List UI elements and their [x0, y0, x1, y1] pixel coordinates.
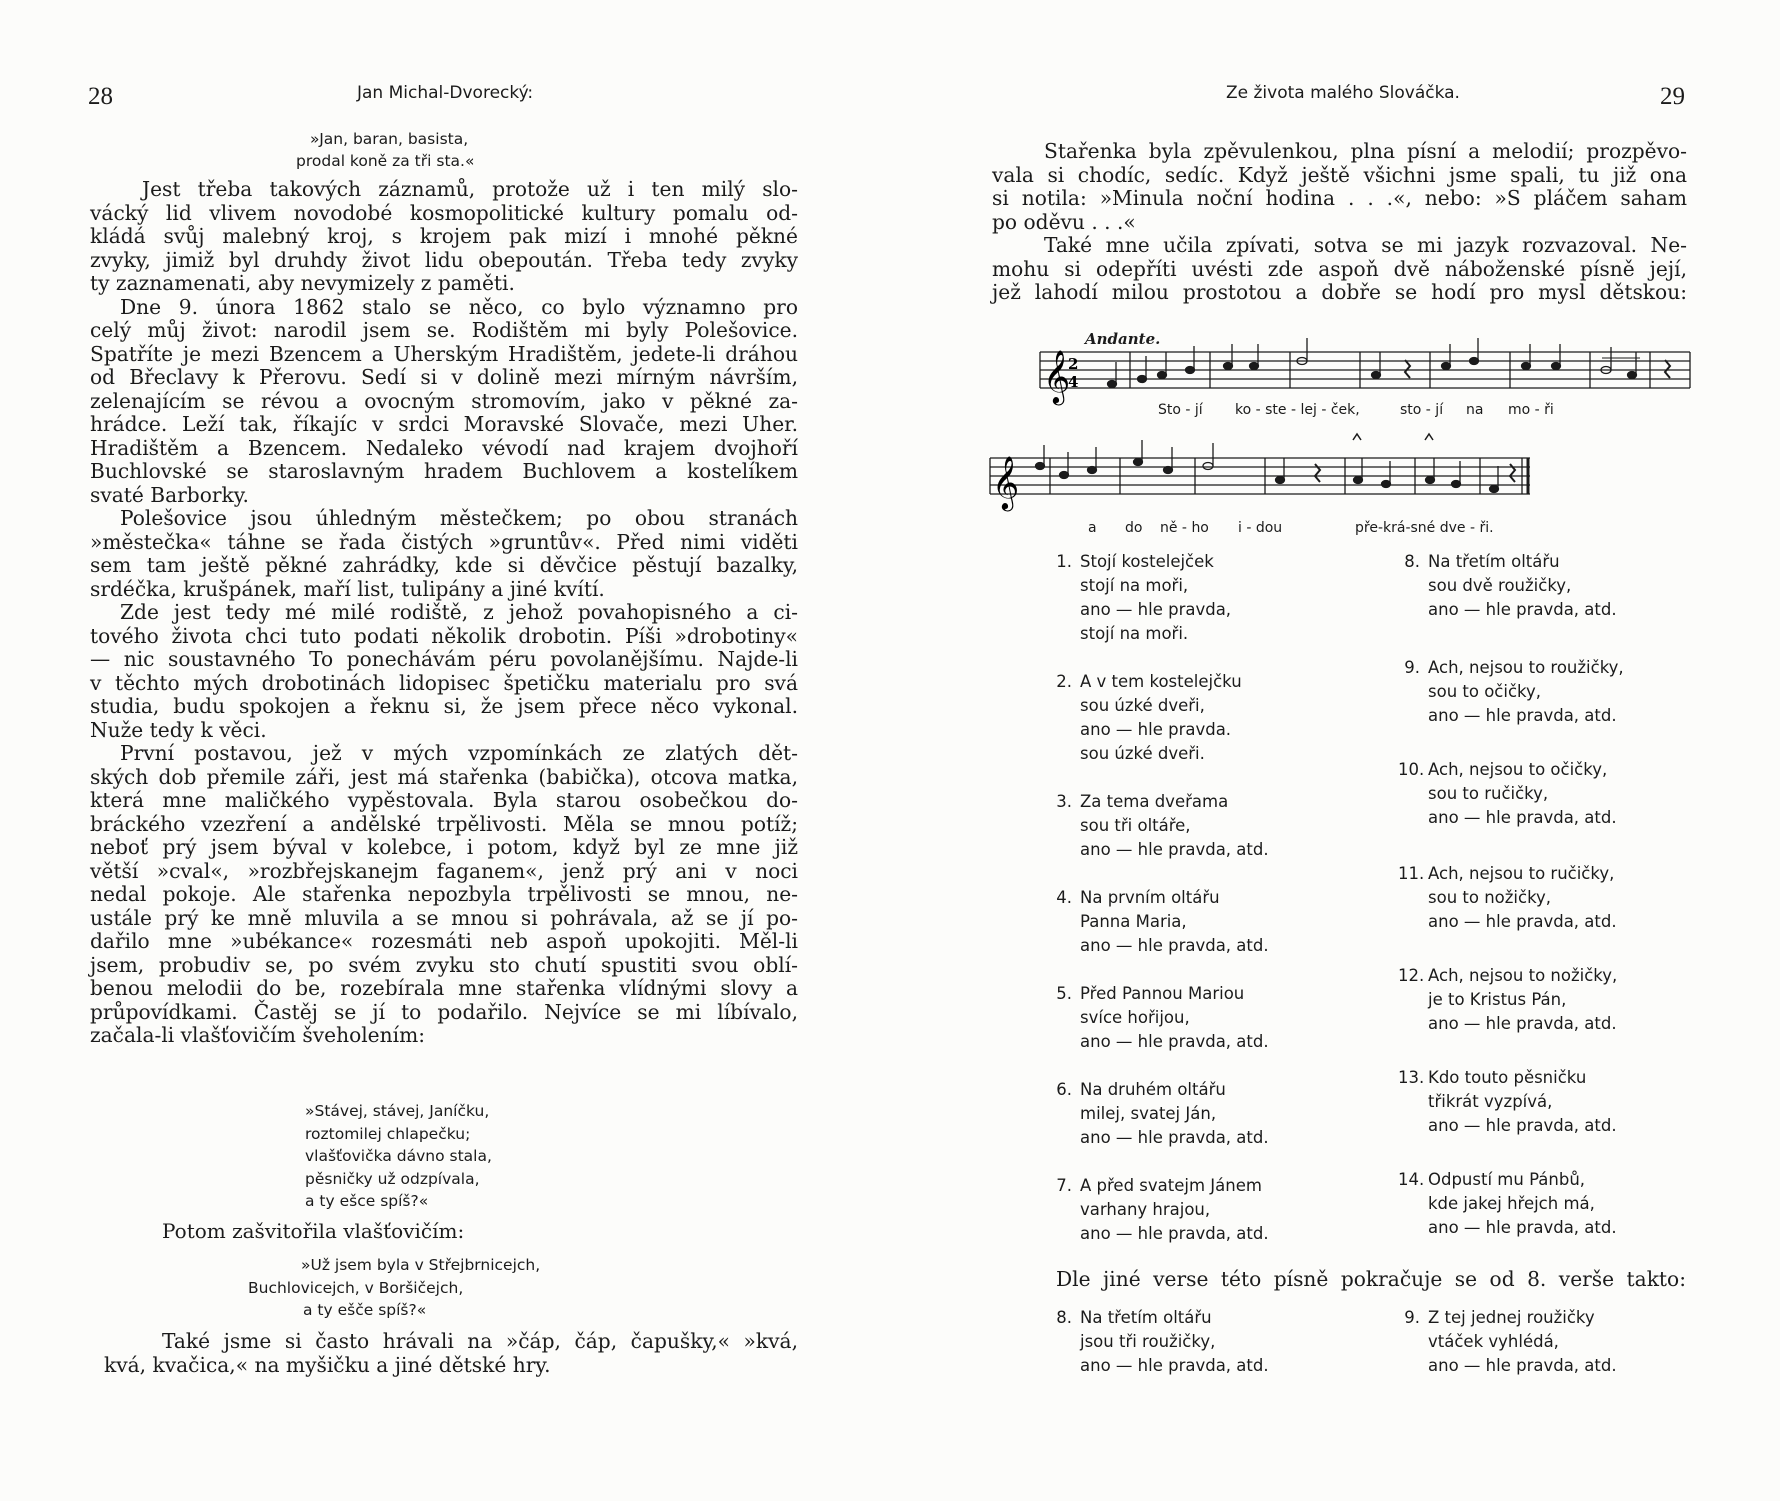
text-line: jež lahodí milou prostotou a dobře se hodí pro mysl dětskou:	[992, 280, 1687, 304]
verse-line: stojí na moři.	[1080, 624, 1189, 643]
alt-song-verse	[1056, 1306, 1269, 1378]
verse-line: vtáček vyhlédá,	[1428, 1332, 1559, 1351]
lyric-syllables: do	[1125, 520, 1143, 536]
verse-line: sou to očičky,	[1428, 682, 1542, 701]
verse-line: sou to nožičky,	[1428, 888, 1552, 907]
text-line: od Břeclavy k Přerovu. Sedí si v dolině mezi mírným návrším,	[90, 365, 798, 389]
treble-clef-icon: 𝄞	[992, 455, 1020, 509]
text-line: zelenajícím se révou a ovocným stromovím, jako v pěkné za-	[90, 388, 798, 413]
verse-line: Na prvním oltářu	[1080, 888, 1220, 907]
lyric-syllables: ko - ste - lej - ček,	[1235, 402, 1360, 418]
text-line: Polešovice jsou úhledným městečkem; po obou stranách	[120, 506, 798, 530]
text-line: Zde jest tedy mé milé rodiště, z jehož povahopisného a ci-	[120, 600, 798, 624]
verse-line: ano — hle pravda, atd.	[1428, 1356, 1617, 1375]
verse-number: 10.	[1398, 760, 1425, 779]
text-line: srdéčka, krušpánek, maří list, tulipány a jiné kvítí.	[90, 576, 605, 601]
paragraph-zasvitorila: Potom zašvitořila vlašťovičím:	[162, 1219, 465, 1243]
verse-line: Na druhém oltářu	[1080, 1080, 1226, 1099]
verse-line: a ty ešče spíš?«	[303, 1301, 427, 1319]
verse-line: varhany hrajou,	[1080, 1200, 1211, 1219]
text-line: Také jsme si často hrávali na »čáp, čáp, čapušky,« »kvá,	[162, 1329, 798, 1353]
verse-line: Na třetím oltářu	[1428, 552, 1560, 571]
verse-uz-jsem-byla	[248, 1254, 540, 1322]
lyric-syllables: i - dou	[1238, 520, 1283, 536]
verse-line: sou to ručičky,	[1428, 784, 1549, 803]
music-score	[890, 330, 1780, 590]
treble-clef-icon: 𝄞	[1043, 349, 1071, 403]
paragraph-hry	[90, 1330, 798, 1377]
text-line: mohu si odepříti uvésti zde aspoň dvě náboženské písně její,	[992, 256, 1687, 281]
verse-line: Ach, nejsou to roužičky,	[1428, 658, 1624, 677]
verse-line: ano — hle pravda, atd.	[1080, 1224, 1269, 1243]
lyric-syllables: na	[1466, 402, 1484, 418]
verse-line: sou dvě roužičky,	[1428, 576, 1572, 595]
text-line: vala si chodíc, sedíc. Když ještě všichni jsme spali, tu již ona	[992, 162, 1687, 187]
lyric-syllables: mo - ři	[1508, 402, 1554, 418]
verse-line: pěsničky už odzpívala,	[305, 1169, 480, 1188]
verse-line: ano — hle pravda, atd.	[1080, 840, 1269, 859]
text-line: větší »cval«, »rozbřejskanejm faganem«, jenž prý ani v noci	[90, 858, 798, 883]
verse-line: A v tem kostelejčku	[1080, 672, 1242, 691]
verse-line: jsou tři roužičky,	[1080, 1332, 1216, 1351]
verse-line: ano — hle pravda, atd.	[1080, 936, 1269, 955]
verse-line: milej, svatej Ján,	[1080, 1104, 1217, 1123]
verse-line: sou tři oltáře,	[1080, 816, 1191, 835]
right-page	[890, 0, 1780, 1501]
verse-number: 1.	[1056, 552, 1072, 571]
song-verse	[1056, 1174, 1269, 1246]
paragraph	[90, 507, 798, 601]
text-line: Stařenka byla zpěvulenkou, plna písní a melodií; prozpěvo-	[1044, 139, 1687, 163]
verse-line: roztomilej chlapečku;	[305, 1124, 471, 1143]
verse-line: je to Kristus Pán,	[1428, 990, 1567, 1009]
text-line: benou melodii do be, rozebírala mne stařenka vlídnými slovy a	[90, 976, 798, 1000]
verse-line: »Jan, baran, basista,	[310, 130, 469, 148]
text-line: Spatříte je mezi Bzencem a Uherským Hradištěm, jedete-li dráhou	[90, 341, 798, 366]
verse-line: vlašťovička dávno stala,	[305, 1147, 492, 1165]
verse-line: ano — hle pravda, atd.	[1428, 1218, 1617, 1237]
song-verse	[1398, 758, 1617, 830]
running-head-left: Jan Michal-Dvorecký:	[357, 83, 534, 103]
verse-number: 8.	[1404, 552, 1420, 571]
text-line: studia, budu spokojen a řeknu si, že jsem přece něco vykonal.	[90, 694, 798, 718]
verse-line: sou úzké dveři.	[1080, 744, 1205, 763]
lyric-syllables: sto - jí	[1400, 402, 1444, 418]
verse-line: Na třetím oltářu	[1080, 1308, 1212, 1327]
text-line: hrádce. Leží tak, říkajíc v srdci Moravské Slovače, mezi Uher.	[90, 412, 798, 436]
song-verse	[1404, 550, 1617, 622]
verse-line: ano — hle pravda, atd.	[1428, 1014, 1617, 1033]
verse-number: 9.	[1404, 1308, 1420, 1327]
verse-number: 9.	[1404, 658, 1420, 677]
lyric-syllables: pře-krá-sné dve - ři.	[1355, 520, 1494, 536]
verse-line: ano — hle pravda, atd.	[1428, 706, 1617, 725]
song-verse	[1056, 670, 1242, 766]
text-line: v těchto mých drobotinách lidopisec špetičku materialu pro svá	[90, 670, 798, 695]
verse-jan-baran	[296, 128, 474, 172]
left-body-text	[90, 178, 798, 1048]
text-line: která mne maličkého vypěstovala. Byla starou osobečkou do-	[90, 788, 798, 812]
text-line: »městečka« táhne se řada čistých »gruntův«. Před nimi viděti	[90, 529, 798, 554]
verse-line: Odpustí mu Pánbů,	[1428, 1170, 1586, 1189]
text-line: dařilo mne »ubékance« rozesmáti neb aspoň upokojiti. Měl-li	[90, 929, 798, 953]
page-number-right: 29	[1660, 83, 1685, 110]
verse-number: 11.	[1398, 864, 1425, 883]
text-line: nedal pokoje. Ale stařenka nepozbyla trpělivosti se mnou, ne-	[90, 882, 798, 906]
text-line: si notila: »Minula noční hodina . . .«, nebo: »S pláčem saham	[992, 186, 1687, 210]
text-line: kládá svůj malebný kroj, s krojem pak mizí i mnohé pěkné	[90, 224, 798, 248]
text-line: průpovídkami. Častěj se jí to podařilo. Nejvíce se mi líbívalo,	[90, 999, 798, 1024]
text-line: ty zaznamenati, aby nevymizely z paměti.	[90, 271, 515, 295]
song-verse	[1398, 862, 1617, 934]
verse-number: 14.	[1398, 1170, 1425, 1189]
alt-song-verse	[1404, 1306, 1617, 1378]
verse-number: 2.	[1056, 672, 1072, 691]
verse-line: Ach, nejsou to očičky,	[1428, 760, 1608, 779]
verse-number: 4.	[1056, 888, 1072, 907]
verse-line: ano — hle pravda, atd.	[1428, 600, 1617, 619]
verse-line: Kdo touto pěsničku	[1428, 1068, 1587, 1087]
song-verse	[1404, 656, 1624, 728]
verse-line: prodal koně za tři sta.«	[296, 152, 475, 170]
song-verse	[1398, 1168, 1617, 1240]
text-line: sem tam ještě pěkné zahrádky, kde si děvčice pěstují bazalky,	[90, 553, 798, 577]
verse-line: sou úzké dveři,	[1080, 696, 1205, 715]
verse-line: Panna Maria,	[1080, 912, 1187, 931]
text-line: Hradištěm a Bzencem. Nedaleko vévodí nad krajem dvojhoří	[90, 435, 798, 460]
song-verse	[1056, 550, 1232, 646]
verse-line: ano — hle pravda, atd.	[1080, 1356, 1269, 1375]
text-line: ustále prý ke mně mluvila a se mnou si pohrávala, až se jí po-	[90, 905, 798, 930]
text-line: Dne 9. února 1862 stalo se něco, co bylo významno pro	[120, 294, 798, 319]
verse-stavej	[305, 1100, 492, 1213]
verse-number: 8.	[1056, 1308, 1072, 1327]
verse-line: třikrát vyzpívá,	[1428, 1092, 1553, 1111]
verse-line: ano — hle pravda, atd.	[1080, 1032, 1269, 1051]
verse-line: Z tej jednej roužičky	[1428, 1308, 1595, 1327]
verse-line: Před Pannou Mariou	[1080, 984, 1245, 1003]
text-line: Nuže tedy k věci.	[90, 717, 267, 742]
verse-line: A před svatejm Jánem	[1080, 1176, 1262, 1195]
lyric-syllables: a	[1088, 520, 1097, 536]
verse-line: »Už jsem byla v Střejbrnicejch,	[301, 1256, 541, 1274]
text-line: bráckého vzezření a andělské trpělivosti. Měla se mnou potíž;	[90, 811, 798, 836]
verse-line: Za tema dveřama	[1080, 792, 1229, 811]
text-line: Dle jiné verse této písně pokračuje se od 8. verše takto:	[1056, 1267, 1686, 1291]
accent-marks	[1353, 434, 1433, 440]
verse-line: ano — hle pravda, atd.	[1428, 808, 1617, 827]
paragraph	[992, 140, 1687, 234]
text-line: První postavou, jež v mých vzpomínkách ze zlatých dět-	[120, 741, 798, 765]
text-line: vácký lid vlivem novodobé kosmopolitické kultury pomalu od-	[90, 200, 798, 225]
verse-line: a ty ešce spíš?«	[305, 1192, 429, 1210]
time-signature-bottom: 4	[1068, 373, 1079, 391]
text-line: neboť prý jsem býval v kolebce, i potom, když byl ze mne již	[90, 835, 798, 859]
verse-line: ano — hle pravda,	[1080, 600, 1232, 619]
verse-number: 5.	[1056, 984, 1072, 1003]
verse-number: 12.	[1398, 966, 1425, 985]
paragraph	[90, 296, 798, 508]
text-line: začala-li vlašťovičím šveholením:	[90, 1023, 426, 1047]
verse-line: svíce hořijou,	[1080, 1008, 1190, 1027]
right-body-text	[992, 140, 1687, 305]
text-line: po oděvu . . .«	[992, 209, 1136, 234]
verse-line: ano — hle pravda, atd.	[1428, 912, 1617, 931]
text-line: kvá, kvačica,« na myšičku a jiné dětské hry.	[104, 1352, 551, 1377]
paragraph	[90, 178, 798, 296]
song-verse	[1056, 982, 1269, 1054]
song-verse	[1056, 1078, 1269, 1150]
verse-line: ano — hle pravda, atd.	[1080, 1128, 1269, 1147]
lyric-syllables: ně - ho	[1160, 520, 1209, 536]
text-line: Také mne učila zpívati, sotva se mi jazyk rozvazoval. Ne-	[1044, 233, 1687, 257]
verse-line: Ach, nejsou to ručičky,	[1428, 864, 1615, 883]
text-line: jsem, probudiv se, po svém zvyku sto chutí spustiti svou oblí-	[90, 952, 798, 977]
verse-number: 13.	[1398, 1068, 1425, 1087]
verse-number: 7.	[1056, 1176, 1072, 1195]
text-line: Jest třeba takových záznamů, protože už i ten milý slo-	[142, 177, 798, 201]
verse-line: »Stávej, stávej, Janíčku,	[305, 1102, 490, 1120]
verse-number: 6.	[1056, 1080, 1072, 1099]
running-head-right: Ze života malého Slováčka.	[1226, 83, 1460, 103]
page-number-left: 28	[88, 83, 113, 110]
tempo-marking: Andante.	[1085, 330, 1161, 348]
text-line: Buchlovské se staroslavným hradem Buchlovem a kostelíkem	[90, 459, 798, 483]
text-line: svaté Barborky.	[90, 482, 249, 507]
song-verse	[1056, 790, 1269, 862]
text-line: zvyky, jimiž byl druhdy život lidu obepoután. Třeba tedy zvyky	[90, 247, 798, 272]
song-verse	[1398, 1066, 1617, 1138]
paragraph	[992, 234, 1687, 305]
paragraph	[90, 601, 798, 742]
paragraph-alt-verse	[1056, 1268, 1686, 1292]
lyric-syllables: Sto - jí	[1158, 402, 1203, 418]
verse-line: Ach, nejsou to nožičky,	[1428, 966, 1618, 985]
verse-line: stojí na moři,	[1080, 576, 1189, 595]
time-signature-top: 2	[1068, 355, 1079, 373]
text-line: ských dob přemile záři, jest má stařenka (babička), otcova matka,	[90, 764, 798, 789]
text-line: celý můj život: narodil jsem se. Rodištěm mi byly Polešovice.	[90, 318, 798, 342]
staff-line-2	[990, 458, 1530, 494]
verse-number: 3.	[1056, 792, 1072, 811]
song-verse	[1398, 964, 1618, 1036]
verse-line: ano — hle pravda.	[1080, 720, 1232, 739]
song-verse	[1056, 886, 1269, 958]
verse-line: ano — hle pravda, atd.	[1428, 1116, 1617, 1135]
verse-line: kde jakej hřejch má,	[1428, 1194, 1595, 1213]
verse-line: Buchlovicejch, v Boršičejch,	[248, 1278, 464, 1297]
text-line: tového života chci tuto podati několik drobotin. Píši »drobotiny«	[90, 623, 798, 648]
verse-line: Stojí kostelejček	[1080, 552, 1214, 571]
staff-line-1	[1040, 352, 1690, 388]
text-line: — nic soustavného To ponechávám péru povolanějšímu. Najde-li	[90, 647, 798, 671]
paragraph	[90, 742, 798, 1048]
notes-staff-1	[1108, 338, 1641, 388]
